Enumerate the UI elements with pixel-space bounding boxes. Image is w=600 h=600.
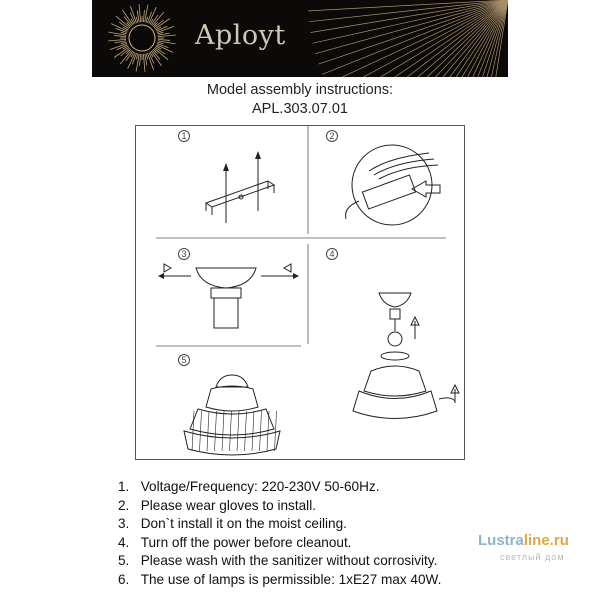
corner-ray <box>331 0 508 77</box>
step-number-3: 3 <box>178 248 190 260</box>
shade-rib <box>230 411 232 451</box>
shade-rib <box>192 411 194 451</box>
instruction-item: 4. Turn off the power before cleanout. <box>118 534 352 550</box>
sun-ray <box>109 32 127 35</box>
sun-ray <box>108 39 126 41</box>
shade-rib <box>275 411 277 451</box>
sun-ray <box>146 17 148 23</box>
assembly-diagram <box>135 125 465 460</box>
sun-ray <box>121 42 127 44</box>
model-number: APL.303.07.01 <box>252 101 348 117</box>
corner-ray <box>313 0 508 43</box>
watermark-tagline: светлый дом <box>500 552 565 562</box>
shade-rib <box>222 411 224 451</box>
brand-header <box>92 0 508 77</box>
sun-ray <box>143 54 145 72</box>
finished-fixture-illustration <box>176 371 286 461</box>
shade-assembly-illustration <box>351 281 461 441</box>
sun-ray <box>158 35 176 37</box>
sun-ray <box>158 41 176 44</box>
wire-connection-illustration <box>334 141 459 231</box>
step-number-1: 1 <box>178 130 190 142</box>
sun-ray <box>126 49 130 53</box>
sun-ray <box>158 39 170 40</box>
step-number-5: 5 <box>178 354 190 366</box>
watermark-logo: Lustraline.ru <box>478 532 569 549</box>
sun-ray <box>153 22 157 26</box>
sun-ray <box>136 54 139 72</box>
sun-ray <box>157 32 163 34</box>
sun-ray <box>146 53 148 59</box>
sun-ray <box>157 42 163 44</box>
sun-ray <box>114 36 126 37</box>
document-title: Model assembly instructions: <box>206 82 394 98</box>
instruction-item: 6. The use of lamps is permissible: 1xE27 max 40W. <box>118 571 442 587</box>
shade-rib <box>207 411 209 451</box>
canopy-mounting-illustration <box>156 258 301 338</box>
step-number-2: 2 <box>326 130 338 142</box>
instruction-item: 1. Voltage/Frequency: 220-230V 50-60Hz. <box>118 479 380 494</box>
sun-ray <box>136 53 138 59</box>
shade-rib <box>237 411 239 451</box>
instruction-item: 3. Don`t install it on the moist ceiling. <box>118 516 347 532</box>
sun-ray <box>139 4 141 22</box>
sun-ray <box>145 5 148 23</box>
corner-ray <box>327 0 508 77</box>
sun-ray <box>136 17 138 23</box>
corner-ray <box>349 0 508 77</box>
instruction-item: 5. Please wash with the sanitizer without corrosivity. <box>118 553 438 569</box>
sun-ray <box>126 22 130 26</box>
shade-rib <box>245 411 247 451</box>
mounting-bracket-illustration <box>196 151 286 226</box>
sun-ray <box>143 10 144 22</box>
sun-ray <box>153 49 157 53</box>
corner-ray <box>308 0 508 11</box>
shade-rib <box>252 411 254 451</box>
step-number-4: 4 <box>326 248 338 260</box>
sun-ray <box>140 54 141 66</box>
instruction-item: 2. Please wear gloves to install. <box>118 497 316 513</box>
shade-rib <box>260 411 262 451</box>
shade-rib <box>215 411 217 451</box>
sun-ray <box>121 32 127 34</box>
instructions-list <box>118 478 441 590</box>
corner-ray <box>309 0 508 22</box>
brand-logo-text: Aployt <box>195 20 286 51</box>
sun-rays-decoration <box>92 0 508 77</box>
